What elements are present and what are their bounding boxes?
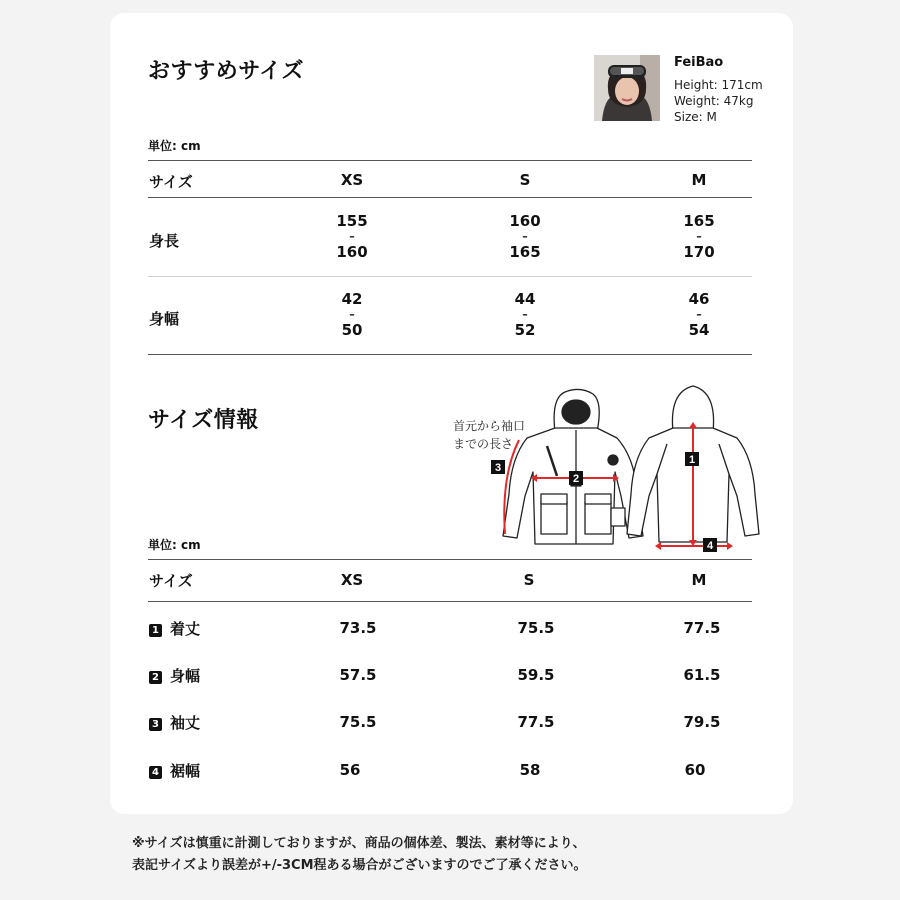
width-range-xs: 42 – 50 xyxy=(341,290,363,339)
hem-width-m: 60 xyxy=(684,761,706,779)
model-size: Size: M xyxy=(674,110,717,124)
jacket-front-drawing xyxy=(503,389,643,544)
model-weight: Weight: 47kg xyxy=(674,94,754,108)
body-width-m: 61.5 xyxy=(683,666,721,684)
model-height: Height: 171cm xyxy=(674,78,763,92)
length-m: 77.5 xyxy=(683,619,721,637)
table-rule xyxy=(148,559,752,560)
sleeve-s: 77.5 xyxy=(517,713,555,731)
sleeve-note-line1: 首元から袖口 xyxy=(453,419,526,433)
row-label-body-width: 2 身幅 xyxy=(149,665,200,686)
jacket-diagram xyxy=(445,384,765,554)
footnote: ※サイズは慎重に計測しておりますが、商品の個体差、製法、素材等により、 表記サイズより誤差が+/-3CM程ある場合がございますのでご了承ください。 xyxy=(132,836,587,873)
size-info-unit: 単位: cm xyxy=(148,538,201,552)
recommended-header-label: サイズ xyxy=(149,173,193,191)
hem-width-s: 58 xyxy=(519,761,541,779)
model-photo xyxy=(594,55,660,121)
row-label-sleeve: 3 袖丈 xyxy=(149,712,200,733)
recommended-size-title: おすすめサイズ xyxy=(148,59,304,84)
height-range-m: 165 – 170 xyxy=(683,212,715,261)
body-width-xs: 57.5 xyxy=(339,666,377,684)
size-xs-header: XS xyxy=(340,171,364,189)
body-width-s: 59.5 xyxy=(517,666,555,684)
width-range-s: 44 – 52 xyxy=(514,290,536,339)
size-xs-header: XS xyxy=(340,571,364,589)
size-m-header: M xyxy=(691,171,707,189)
size-m-header: M xyxy=(691,571,707,589)
row-label-length: 1 着丈 xyxy=(149,618,200,639)
height-range-xs: 155 – 160 xyxy=(336,212,368,261)
length-xs: 73.5 xyxy=(339,619,377,637)
svg-text:4: 4 xyxy=(706,540,714,552)
size-info-title: サイズ情報 xyxy=(148,408,259,433)
row-divider xyxy=(148,276,752,277)
length-s: 75.5 xyxy=(517,619,555,637)
hem-width-xs: 56 xyxy=(339,761,361,779)
table-rule xyxy=(148,601,752,602)
size-info-header-label: サイズ xyxy=(149,572,193,590)
table-rule xyxy=(148,197,752,198)
row-label-height: 身長 xyxy=(149,232,180,250)
svg-text:3: 3 xyxy=(494,462,502,474)
size-s-header: S xyxy=(523,571,535,589)
recommended-unit: 単位: cm xyxy=(148,139,201,153)
height-range-s: 160 – 165 xyxy=(509,212,541,261)
row-label-width: 身幅 xyxy=(149,310,180,328)
table-rule xyxy=(148,160,752,161)
sleeve-m: 79.5 xyxy=(683,713,721,731)
width-range-m: 46 – 54 xyxy=(688,290,710,339)
sleeve-xs: 75.5 xyxy=(339,713,377,731)
svg-text:2: 2 xyxy=(572,473,580,485)
model-name: FeiBao xyxy=(674,55,724,70)
size-s-header: S xyxy=(519,171,531,189)
svg-text:1: 1 xyxy=(688,454,696,466)
sleeve-note-line2: までの長さ xyxy=(453,437,514,451)
table-rule xyxy=(148,354,752,355)
row-label-hem-width: 4 裾幅 xyxy=(149,760,200,781)
